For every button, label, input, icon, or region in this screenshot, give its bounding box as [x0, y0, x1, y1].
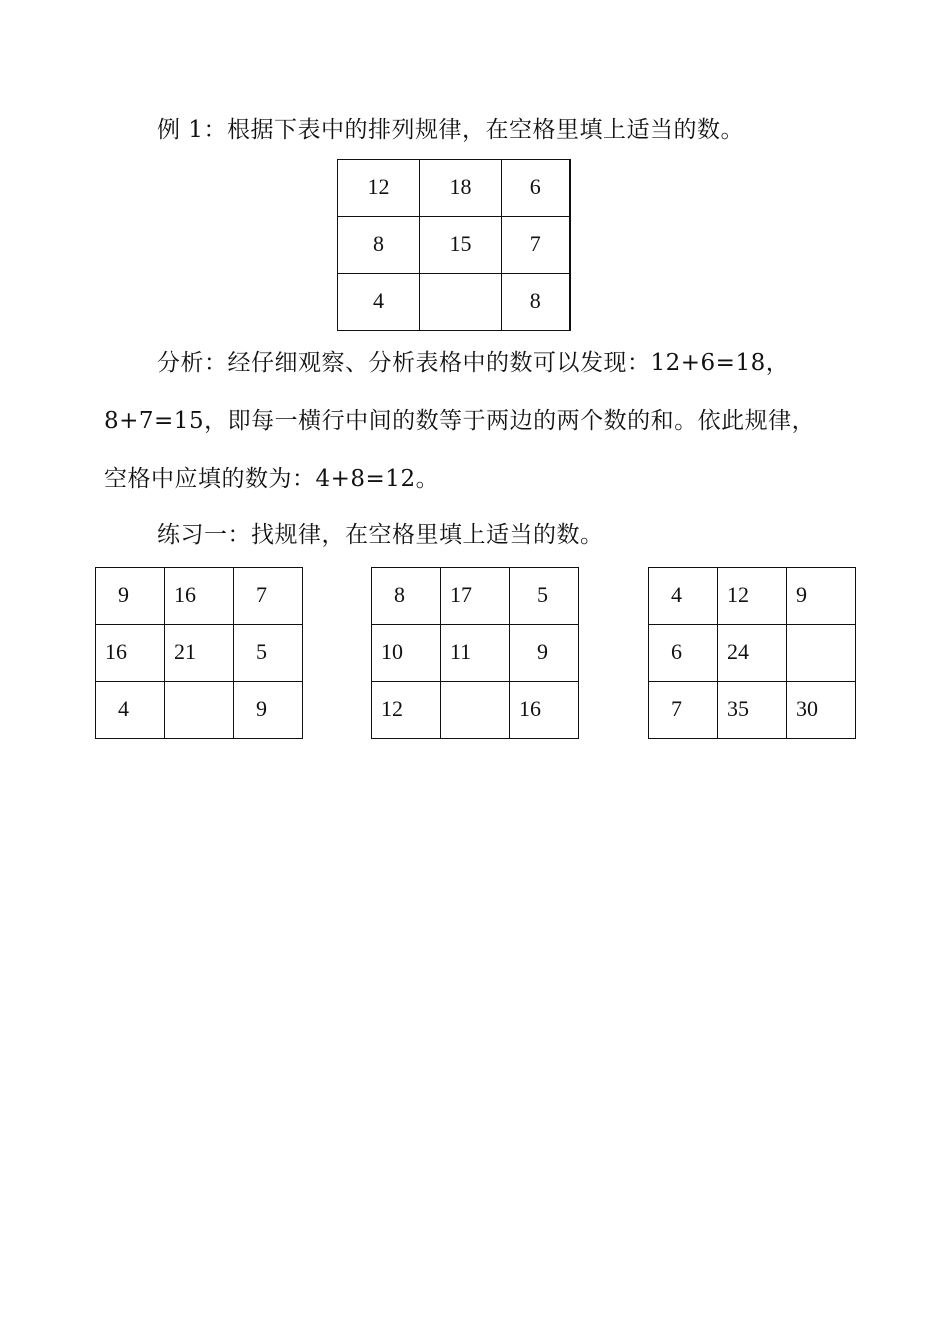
table-row: [96, 682, 303, 739]
grid-cell: 6: [502, 160, 570, 217]
grid-cell: 24: [718, 625, 787, 682]
table-row: [649, 682, 856, 739]
practice-grid-2: [371, 567, 579, 739]
grid-cell-blank[interactable]: [165, 682, 234, 739]
grid-cell-blank[interactable]: [420, 274, 502, 331]
grid-cell: 18: [420, 160, 502, 217]
grid-cell: 4: [338, 274, 420, 331]
grid-cell: 11: [441, 625, 510, 682]
table-row: [372, 682, 579, 739]
table-row: [372, 568, 579, 625]
grid-cell-blank[interactable]: [441, 682, 510, 739]
example-prompt: 例 1：根据下表中的排列规律，在空格里填上适当的数。: [157, 117, 744, 143]
table-row: [338, 160, 570, 217]
grid-cell: 12: [718, 568, 787, 625]
grid-cell: 4: [649, 568, 718, 625]
grid-cell: 9: [96, 568, 165, 625]
grid-cell: 9: [234, 682, 303, 739]
grid-cell: 5: [510, 568, 579, 625]
grid-cell: 7: [649, 682, 718, 739]
grid-cell: 15: [420, 217, 502, 274]
grid-cell: 8: [338, 217, 420, 274]
grid-cell: 8: [372, 568, 441, 625]
table-row: [338, 274, 570, 331]
grid-cell: 7: [502, 217, 570, 274]
grid-cell: 21: [165, 625, 234, 682]
analysis-line-2: 8+7=15，即每一横行中间的数等于两边的两个数的和。依此规律，: [104, 408, 816, 434]
grid-cell: 17: [441, 568, 510, 625]
grid-cell: 8: [502, 274, 570, 331]
example-grid: [337, 159, 571, 331]
table-row: [649, 625, 856, 682]
practice-grid-1: [95, 567, 303, 739]
analysis-line-1: 分析：经仔细观察、分析表格中的数可以发现：12+6=18，: [157, 350, 790, 376]
grid-cell: 5: [234, 625, 303, 682]
grid-cell: 6: [649, 625, 718, 682]
practice-prompt: 练习一：找规律，在空格里填上适当的数。: [157, 522, 604, 548]
table-row: [338, 217, 570, 274]
grid-cell: 4: [96, 682, 165, 739]
grid-cell: 9: [787, 568, 856, 625]
table-row: [649, 568, 856, 625]
analysis-line-3: 空格中应填的数为：4+8=12。: [104, 466, 440, 492]
grid-cell: 30: [787, 682, 856, 739]
table-row: [372, 625, 579, 682]
grid-cell: 16: [165, 568, 234, 625]
table-row: [96, 568, 303, 625]
grid-cell: 35: [718, 682, 787, 739]
grid-cell: 12: [372, 682, 441, 739]
grid-cell: 7: [234, 568, 303, 625]
grid-cell: 16: [96, 625, 165, 682]
grid-cell: 10: [372, 625, 441, 682]
grid-cell: 12: [338, 160, 420, 217]
grid-cell-blank[interactable]: [787, 625, 856, 682]
grid-cell: 9: [510, 625, 579, 682]
grid-cell: 16: [510, 682, 579, 739]
table-row: [96, 625, 303, 682]
practice-grid-3: [648, 567, 856, 739]
